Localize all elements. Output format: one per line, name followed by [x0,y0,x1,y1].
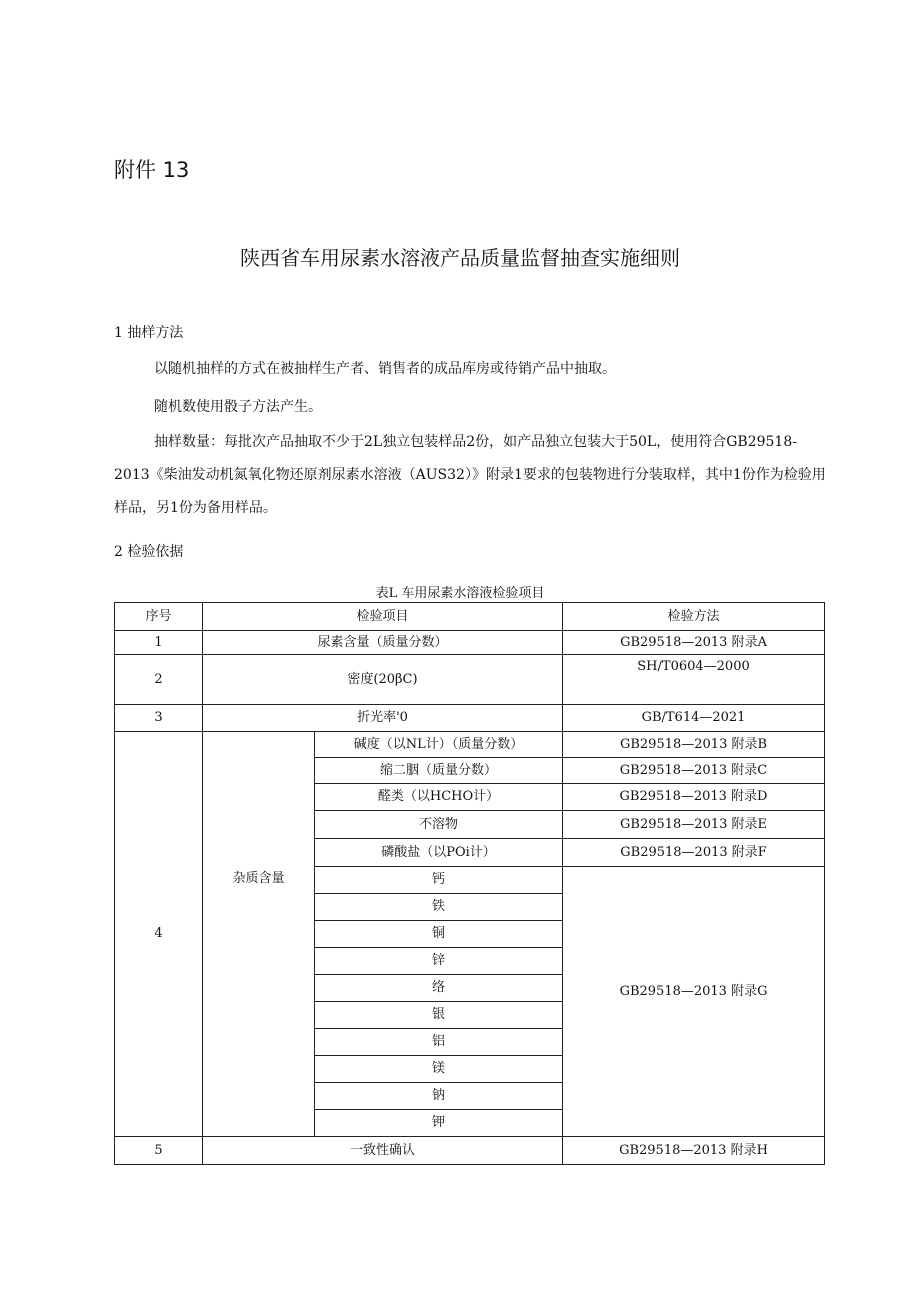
metal-item: 钾 [315,1110,563,1137]
row-method: GB29518—2013 附录A [563,631,825,655]
metal-item: 铁 [315,894,563,921]
header-no: 序号 [115,603,203,631]
row-no: 3 [115,705,203,732]
metal-item: 锌 [315,948,563,975]
inspection-items-table [114,602,825,1165]
table-row [115,732,825,758]
section-1-heading: 1 抽样方法 [114,325,184,341]
row-item: 折光率'0 [203,705,563,732]
header-method: 检验方法 [563,603,825,631]
sub-item: 不溶物 [315,811,563,839]
table-row [115,705,825,732]
metal-item: 钙 [315,867,563,894]
row-method: SH/T0604—2000 [563,655,825,705]
document-title: 陕西省车用尿素水溶液产品质量监督抽查实施细则 [240,246,680,270]
row-method: GB29518—2013 附录H [563,1137,825,1165]
sub-method: GB29518—2013 附录D [563,784,825,811]
metal-item: 镁 [315,1056,563,1083]
sub-method: GB29518—2013 附录F [563,839,825,867]
sub-method: GB29518—2013 附录E [563,811,825,839]
row-item: 密度(20βC) [203,655,563,705]
table-row [115,1137,825,1165]
row-method: GB/T614—2021 [563,705,825,732]
section-1-paragraph-3: 抽样数量：每批次产品抽取不少于2L独立包装样品2份，如产品独立包装大于50L，使用符合GB29518-2013《柴油发动机氮氧化物还原剂尿素水溶液（AUS32）》附录1要求的包装物进行分装取样，其中1份作为检验用样品，另1份为备用样品。 [114,434,826,516]
table-row [115,655,825,705]
metal-item: 铝 [315,1029,563,1056]
table-caption: 表L 车用尿素水溶液检验项目 [375,586,545,601]
group-label: 杂质含量 [203,732,315,1137]
sub-method: GB29518—2013 附录C [563,758,825,784]
metal-item: 铜 [315,921,563,948]
metals-method: GB29518—2013 附录G [563,867,825,1137]
section-1-paragraph-1: 以随机抽样的方式在被抽样生产者、销售者的成品库房或待销产品中抽取。 [154,361,616,377]
attachment-label: 附件 13 [114,158,190,182]
metal-item: 钠 [315,1083,563,1110]
table-header-row [115,603,825,631]
section-1-paragraph-2: 随机数使用骰子方法产生。 [154,399,322,415]
row-item: 尿素含量（质量分数） [203,631,563,655]
row-item: 一致性确认 [203,1137,563,1165]
sub-item: 醛类（以HCHO计） [315,784,563,811]
sub-item: 碱度（以NL计）（质量分数） [315,732,563,758]
table-row [115,631,825,655]
section-2-heading: 2 检验依据 [114,544,184,560]
sub-item: 磷酸盐（以POi计） [315,839,563,867]
row-no: 5 [115,1137,203,1165]
row-no: 4 [115,732,203,1137]
row-no: 2 [115,655,203,705]
metal-item: 银 [315,1002,563,1029]
sub-item: 缩二胭（质量分数） [315,758,563,784]
sub-method: GB29518—2013 附录B [563,732,825,758]
metal-item: 络 [315,975,563,1002]
row-no: 1 [115,631,203,655]
header-item: 检验项目 [203,603,563,631]
